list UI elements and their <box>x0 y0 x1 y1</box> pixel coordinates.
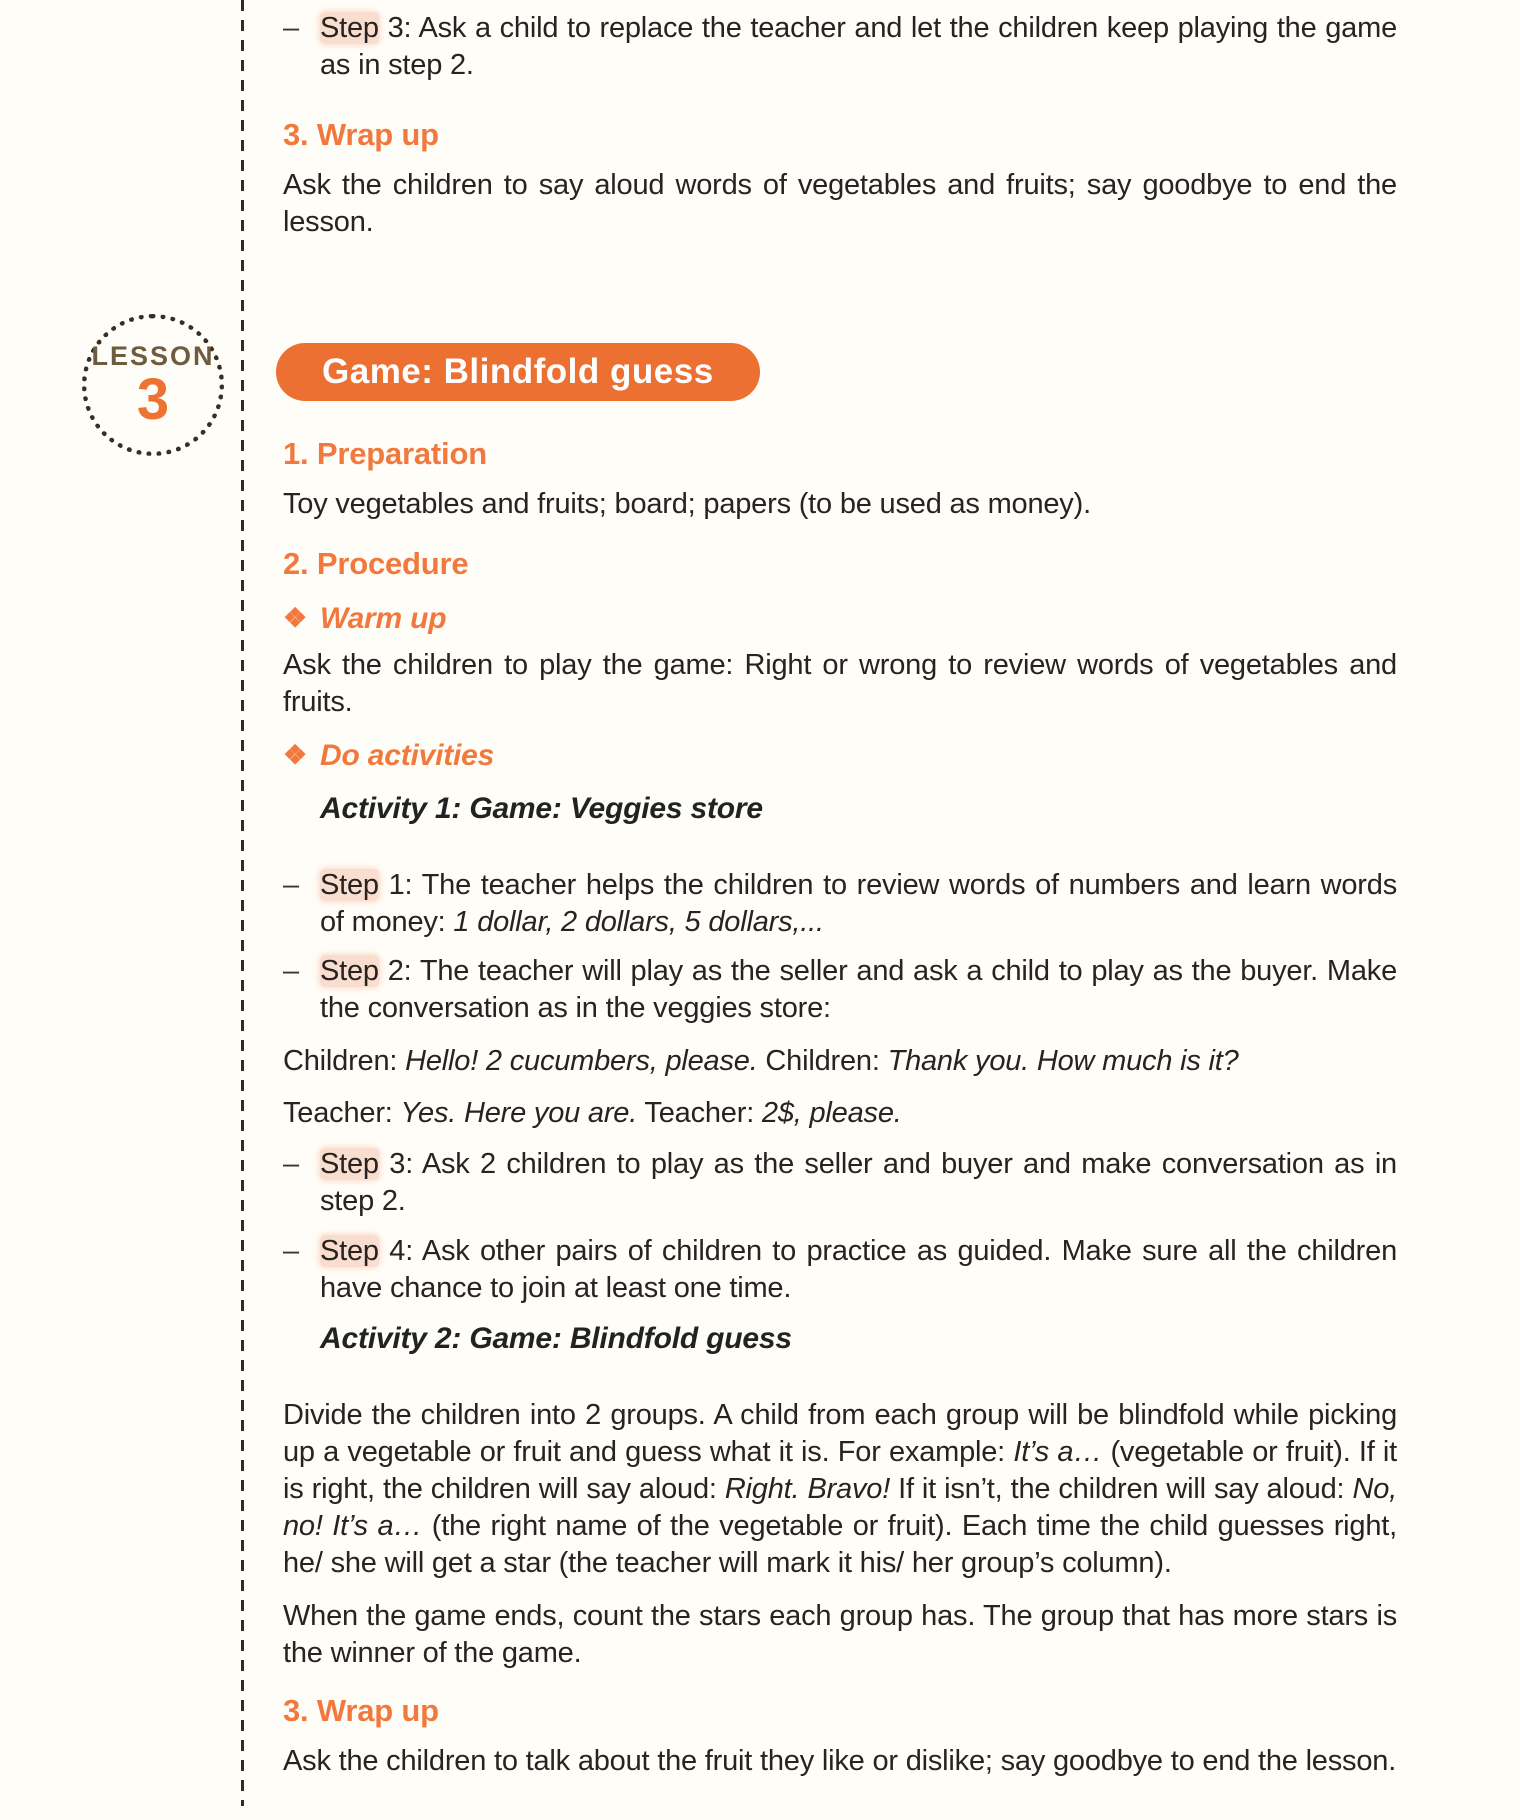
game-title-row <box>276 343 1397 401</box>
preparation-text: Toy vegetables and fruits; board; papers (to be used as money). <box>283 488 1091 520</box>
dash-bullet: – <box>283 12 299 44</box>
prev-lesson-step-3 <box>283 10 1397 84</box>
do-activities-heading <box>283 737 1397 774</box>
dialogue-teacher-line: Teacher: Yes. Here you are. Teacher: 2$, please. <box>283 1096 902 1129</box>
dash-bullet: – <box>283 1147 299 1180</box>
lesson-badge <box>82 314 224 456</box>
prev-lesson-step-3-text: Step 3: Ask a child to replace the teacher and let the children keep playing the game as in step 2. <box>320 12 1397 81</box>
activity-2-paragraph-2: When the game ends, count the stars each group has. The group that has more stars is the winner of the game. <box>283 1599 1397 1669</box>
do-activities-label: Do activities <box>320 739 495 772</box>
dash-bullet: – <box>283 868 299 901</box>
step-4-text: Step 4: Ask other pairs of children to practice as guided. Make sure all the children have chance to join at least one time. <box>320 1234 1397 1304</box>
step-3-text: Step 3: Ask 2 children to play as the seller and buyer and make conversation as in step 2. <box>320 1147 1397 1217</box>
dash-bullet: – <box>283 1234 299 1267</box>
step-item-3 <box>283 1146 1397 1220</box>
step-item-1 <box>283 867 1397 941</box>
dialogue-children-line: Children: Hello! 2 cucumbers, please. Children: Thank you. How much is it? <box>283 1044 1239 1077</box>
margin-divider-line <box>241 0 244 1806</box>
preparation-heading: 1. Preparation <box>283 436 487 471</box>
activity-2-heading: Activity 2: Game: Blindfold guess <box>320 1321 792 1355</box>
wrap-up-heading: 3. Wrap up <box>283 1692 439 1728</box>
warm-up-text: Ask the children to play the game: Right or wrong to review words of vegetables and fruits. <box>283 649 1397 718</box>
step-item-2 <box>283 953 1397 1027</box>
step-2-text: Step 2: The teacher will play as the seller and ask a child to play as the buyer. Make the conversation as in the veggies store: <box>320 954 1397 1024</box>
procedure-heading: 2. Procedure <box>283 546 469 581</box>
prev-wrap-up-text: Ask the children to say aloud words of vegetables and fruits; say goodbye to end the lesson. <box>283 169 1397 238</box>
step-1-text: Step 1: The teacher helps the children to review words of numbers and learn words of money: 1 dollar, 2 dollars, 5 dollars,... <box>320 868 1397 938</box>
lesson-badge-label: LESSON <box>91 340 215 371</box>
activity-2-paragraph-1: Divide the children into 2 groups. A child from each group will be blindfold while picking up a vegetable or fruit and guess what it is. For example: It’s a… (vegetable or fruit). If it is right, the children will say aloud: Right. Bravo! If it isn’t, the children will say aloud: No, no! It’s a… (the right name of the vegetable or fruit). Each time the child guesses right, he/ she will get a star (the teacher will mark it his/ her group’s column). <box>283 1398 1397 1579</box>
wrap-up-text: Ask the children to talk about the fruit they like or dislike; say goodbye to end the lesson. <box>283 1744 1397 1777</box>
warm-up-heading <box>283 600 1397 637</box>
step-item-4 <box>283 1233 1397 1307</box>
diamond-bullet-icon: ❖ <box>283 740 308 770</box>
page-content <box>283 10 1397 1780</box>
warm-up-label: Warm up <box>320 602 447 635</box>
game-title-pill: Game: Blindfold guess <box>276 343 760 401</box>
dash-bullet: – <box>283 954 299 987</box>
lesson-badge-number: 3 <box>136 366 170 432</box>
activity-1-heading: Activity 1: Game: Veggies store <box>320 792 763 825</box>
diamond-bullet-icon: ❖ <box>283 603 308 633</box>
prev-wrap-up-heading: 3. Wrap up <box>283 117 439 152</box>
